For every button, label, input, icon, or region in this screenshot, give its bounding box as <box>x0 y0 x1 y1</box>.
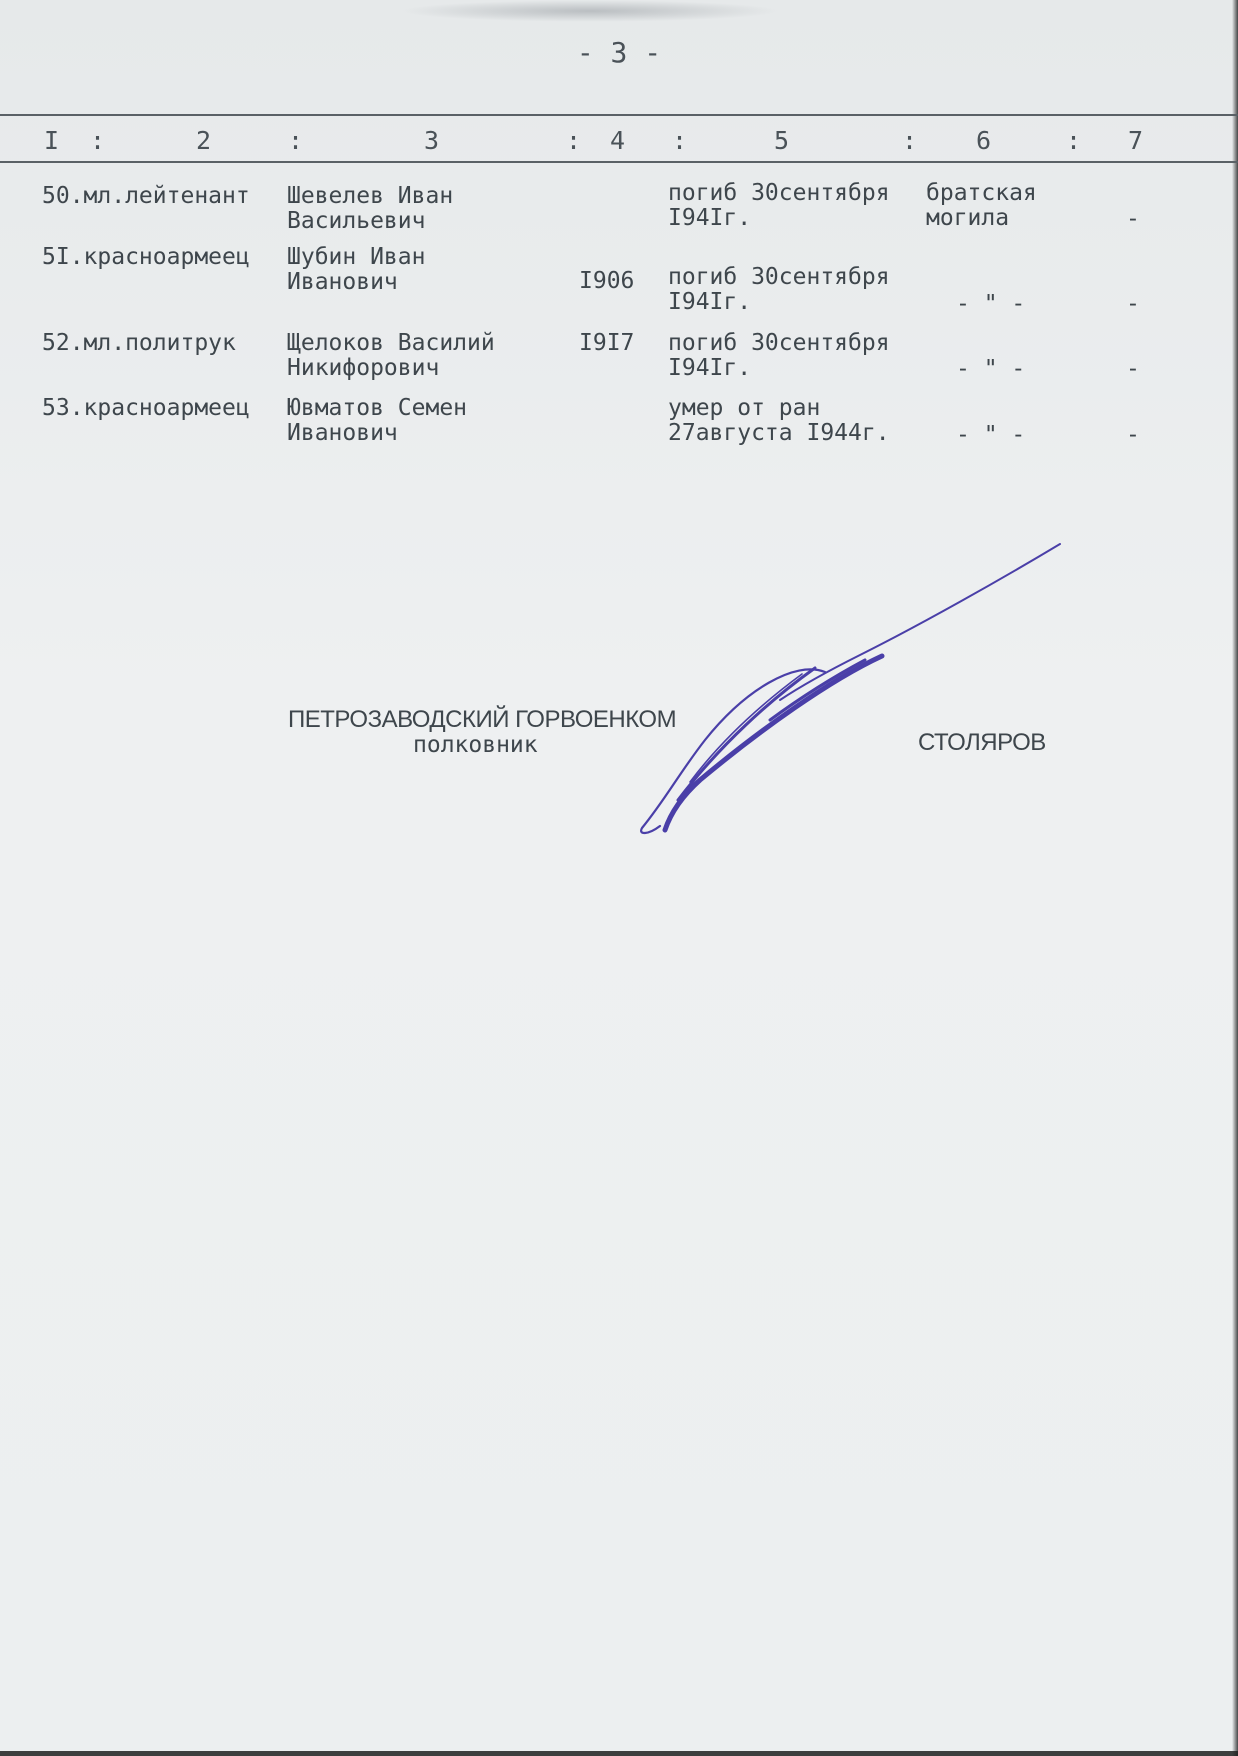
row-fate-line1: погиб 30сентября <box>668 180 890 206</box>
row-name-line2: Иванович <box>287 420 398 446</box>
col-header-1: I <box>44 126 60 155</box>
row-year: I906 <box>579 268 635 294</box>
row-name-line2: Никифорович <box>287 355 440 381</box>
col-separator: : <box>90 126 106 155</box>
officer-rank: полковник <box>413 732 538 758</box>
row-name-line1: Шевелев Иван <box>287 183 454 209</box>
row-col7: - <box>1126 422 1140 448</box>
row-col7: - <box>1126 291 1140 317</box>
row-burial-line2: могила <box>926 205 1010 231</box>
row-burial-line1: - " - <box>956 291 1026 317</box>
col-separator: : <box>1066 126 1082 155</box>
table-top-rule <box>0 114 1238 116</box>
scan-edge-right <box>1232 0 1238 1756</box>
officer-surname: СТОЛЯРОВ <box>918 729 1046 756</box>
row-year: I9I7 <box>579 330 635 356</box>
row-name-line2: Васильевич <box>287 208 426 234</box>
col-separator: : <box>902 126 918 155</box>
row-name-line1: Ювматов Семен <box>287 395 468 421</box>
row-number-rank: 50.мл.лейтенант <box>42 183 250 209</box>
row-name-line1: Шубин Иван <box>287 244 426 270</box>
table-header-rule <box>0 161 1238 163</box>
row-fate-line1: погиб 30сентября <box>668 330 890 356</box>
row-number-rank: 5I.красноармеец <box>42 244 250 270</box>
row-name-line1: Щелоков Василий <box>287 330 495 356</box>
row-burial-line1: - " - <box>956 422 1026 448</box>
row-name-line2: Иванович <box>287 269 398 295</box>
row-number-rank: 53.красноармеец <box>42 395 250 421</box>
row-burial-line1: братская <box>926 180 1037 206</box>
col-separator: : <box>288 126 304 155</box>
col-separator: : <box>672 126 688 155</box>
handwritten-signature <box>620 530 1080 850</box>
col-header-5: 5 <box>774 126 790 155</box>
row-col7: - <box>1126 356 1140 382</box>
col-header-2: 2 <box>196 126 212 155</box>
row-fate-line2: I94Iг. <box>668 289 752 315</box>
page-number: - 3 - <box>576 36 662 69</box>
row-number-rank: 52.мл.политрук <box>42 330 236 356</box>
row-fate-line2: I94Iг. <box>668 205 752 231</box>
scan-edge-bottom <box>0 1751 1238 1756</box>
col-separator: : <box>566 126 582 155</box>
scan-shadow <box>400 0 780 22</box>
row-fate-line1: умер от ран <box>668 395 821 421</box>
row-fate-line1: погиб 30сентября <box>668 264 890 290</box>
col-header-7: 7 <box>1128 126 1144 155</box>
col-header-6: 6 <box>976 126 992 155</box>
row-fate-line2: 27августа I944г. <box>668 420 890 446</box>
row-burial-line1: - " - <box>956 356 1026 382</box>
row-fate-line2: I94Iг. <box>668 355 752 381</box>
col-header-4: 4 <box>610 126 626 155</box>
row-col7: - <box>1126 206 1140 232</box>
office-title: ПЕТРОЗАВОДСКИЙ ГОРВОЕНКОМ <box>288 706 677 733</box>
col-header-3: 3 <box>424 126 440 155</box>
